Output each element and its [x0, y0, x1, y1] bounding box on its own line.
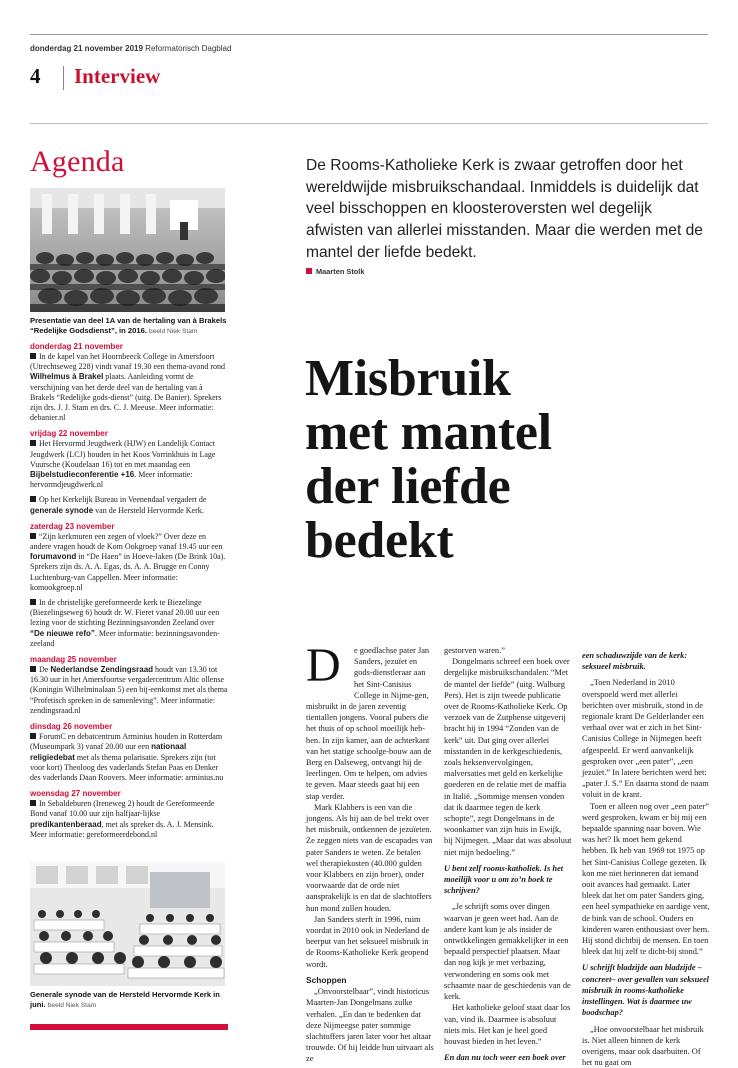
- article-paragraph: Dongelmans schreef een boek over dergelijke misbruikschandalen: “Met de mantel der liefde” (uitg. Walburg Pers). Het is zijn tweede publicatie over de Rooms-Katholieke Kerk. Op verzoek van de Zutphense uitgeverij bracht hij in 1994 “Zonden van de kerk” uit. Dat ging over allerlei misstanden in de kerkgeschiedenis, zoals heksenvervolgingen, malversaties met geld en kerkelijke goederen en de relatie met de maffia in Italië. „Sommige mensen vonden dat ik daarmee tegen de kerk schopte”, zegt Dongelmans in de woonkamer van zijn huis in Ewijk, bij Nijmegen. „Maar dat was absoluut niet mijn bedoeling.”: [444, 657, 572, 857]
- section-title: Interview: [74, 64, 161, 88]
- agenda-item-text: ForumC en debatcentrum Arminius houden in Rotterdam (Museumpark 3) vanaf 20.00 uur een: [30, 732, 223, 752]
- interview-question: een schaduwzijde van de kerk: seksueel misbruik.: [582, 651, 688, 672]
- paper-name: Reformatorisch Dagblad: [145, 44, 232, 53]
- bullet-square-icon: [30, 800, 36, 806]
- agenda-list: [30, 341, 228, 845]
- agenda-item-text: . Meer informatie: bezinningsavonden-zeeland: [30, 628, 220, 648]
- page-number: 4: [30, 64, 41, 88]
- agenda-item-event: predikantenberaad: [30, 819, 102, 829]
- article-paragraph: e goedlachse pater Jan Sanders, jezuïet en gods-dienstleraar aan het Sint-Canisius College in Nijme-gen, misbruikt in de jaren zeventig tientallen jongens. Vooral pubers die het thuis of op school moeilijk heb-ben. In zijn kamer, aan de achterkant van het statige schoolge-bouw aan de Berg en Dalseweg, ontvangt hij de leerlingen. Om te helpen, om advies te geven. Maar steeds gaat hij een stap verder.: [306, 646, 432, 801]
- article-paragraph: Het katholieke geloof staat daar los van, vind ik. Daarmee is absoluut niets mis. Het kan je heel goed houvast bieden in het leven.”: [444, 1003, 571, 1046]
- agenda-item-event: Wilhelmus à Brakel: [30, 372, 104, 382]
- top-rule: [30, 34, 708, 35]
- agenda-day-heading: vrijdag 22 november: [30, 429, 108, 439]
- bullet-square-icon: [30, 666, 36, 672]
- agenda-item-text: in “De Haen” in Hoeve-laken (De Brink 10a). Sprekers zijn ds. A. A. Egas, ds. A. A. Brugge en Conny Luchtenburg-van Cappellen. Meer informatie: komookgroep.nl: [30, 552, 226, 592]
- header-separator: [63, 66, 64, 90]
- synod-meeting-image: [30, 862, 225, 986]
- agenda-item: [30, 352, 228, 423]
- agenda-item: [30, 495, 228, 515]
- article-column-3: [582, 645, 710, 1068]
- agenda-item: [30, 532, 228, 593]
- interview-question: En dan nu toch weer een boek over: [444, 1053, 566, 1063]
- agenda-item: [30, 665, 228, 716]
- agenda-photo-presentation: [30, 188, 225, 312]
- photo1-caption: [30, 316, 230, 337]
- byline: [306, 267, 364, 276]
- photo2-credit: beeld Niek Stam: [47, 1002, 97, 1010]
- agenda-item-text: In de kapel van het Hoornbeeck College in Amersfoort (Utrechtseweg 228) vindt vanaf 19.30 een thema-avond rond: [30, 352, 226, 372]
- agenda-item-text: houdt van 13.30 tot 16.30 uur in het Amersfoortse vergadercentrum Altic ollense (Koningin Wilhelminalaan 5) een bij-eenkomst met als thema “Profetisch spreken in de samenleving”. Meer informatie: zendingsraad.nl: [30, 665, 228, 715]
- bullet-square-icon: [30, 440, 36, 446]
- agenda-item-text: . Meer informatie: hervormdjeugdwerk.nl: [30, 470, 193, 490]
- article-paragraph: Toen er alleen nog over „een pater” werd gesproken, kwam er bij mij een bepaalde spanning naar boven. Wie was het? Ik moet hem gekend hebben. Ik heb van 1969 tot 1975 op het Sint-Canisius College gezeten. Ik kon me niet herinneren dat iemand ooit avances had gemaakt. Later bleek dat het om pater Sanders ging, een heel sympathieke en aardige vent, de bink van de school. Ouders en kinderen waren enthousiast over hem. Hij stond dichtbij de mensen. En toen bleek dat hij zelf te dicht-bij stond.”: [582, 801, 710, 957]
- agenda-day-heading: woensdag 27 november: [30, 789, 121, 799]
- photo2-caption: [30, 990, 230, 1011]
- article-column-2: [444, 645, 572, 1068]
- bullet-square-icon: [30, 599, 36, 605]
- bullet-square-icon: [30, 496, 36, 502]
- agenda-item-event: generale synode: [30, 505, 94, 515]
- drop-cap: D: [306, 639, 341, 692]
- article-paragraph: „Toen Nederland in 2010 overspoeld werd met allerlei berichten over misbruik, stond in de regionale krant De Gelderlander een verhaal over wat er zich in het Sint-Canisius College in Nijmegen heeft afgespeeld. Er werd aanvankelijk gesproken over „een pater”, „een jezuïet.” In latere berichten werd het: „pater J. S.” En daarna stond de naam voluit in de krant.: [582, 678, 709, 800]
- photo2-caption-text: Generale synode van de Hersteld Hervormde Kerk in juni.: [30, 990, 220, 1010]
- agenda-item-event: nationaal religiedebat: [30, 742, 187, 762]
- agenda-photo-synod: [30, 862, 225, 986]
- photo1-credit: beeld Niek Stam: [149, 328, 198, 336]
- byline-author: Maarten Stolk: [316, 267, 365, 276]
- article-subheading: Schoppen: [306, 974, 347, 985]
- agenda-item-event: Nederlandse Zendingsraad: [50, 665, 154, 675]
- header-rule: [30, 123, 708, 124]
- agenda-item: [30, 732, 228, 783]
- article-paragraph: „Hoe onvoorstelbaar het misbruik is. Niet alleen binnen de kerk overigens, maar ook daarbuiten. Of het nu gaat om: [582, 1024, 704, 1068]
- byline-marker: [306, 268, 312, 274]
- agenda-item-text: Het Hervormd Jeugdwerk (HJW) en Landelijk Contact Jeugdwerk (LCJ) houden in het Koos Vorrinkhuis in Lage Vuursche (Koudelaan 16) tot en met maandag een: [30, 439, 216, 469]
- headline-line: met mantel: [305, 404, 552, 461]
- issue-date: donderdag 21 november 2019: [30, 44, 143, 53]
- headline-line: der liefde: [305, 458, 511, 515]
- bullet-square-icon: [30, 733, 36, 739]
- agenda-item: [30, 439, 228, 490]
- article-column-1: [306, 639, 434, 1065]
- article-intro: De Rooms-Katholieke Kerk is zwaar getroffen door het wereldwijde misbruikschandaal. Inmiddels is duidelijk dat veel bisschoppen en kloosteroversten wel degelijk afwisten van allerlei misstanden. Maar die werden met de mantel der liefde bedekt.: [306, 157, 703, 261]
- article-headline: [305, 352, 715, 568]
- interview-question: U schrijft bladzijde aan bladzijde –concreet– over gevallen van seksueel misbruik in rooms-katholieke instellingen. Wat is daarmee uw boodschap?: [582, 963, 709, 1018]
- dateline: [30, 44, 231, 53]
- agenda-item-text: met als thema polarisatie. Sprekers zijn (tot voor kort) Theoloog des vaderlands Stefan Paas en Denker des vaderlands Daan Roovers. Meer informatie: arminius.nu: [30, 752, 224, 782]
- agenda-item: [30, 598, 228, 649]
- article-paragraph: gestorven waren.”: [444, 646, 505, 655]
- interview-question: U bent zelf rooms-katholiek. Is het moeilijk voor u om zo’n boek te schrijven?: [444, 863, 564, 896]
- agenda-item-text: In Sebaldeburen (Ireneweg 2) houdt de Gereformeerde Bond vanaf 10.00 uur zijn halfjaar-lijkse: [30, 799, 215, 819]
- agenda-item-text: , met als spreker ds. A. J. Mensink. Meer informatie: gereformeerdebond.nl: [30, 819, 214, 839]
- agenda-bottom-bar: [30, 1024, 228, 1030]
- article-paragraph: „Je schrijft soms over dingen waarvan je geen weet had. Aan de andere kant kun je als insider de ontwikkelingen gemakkelijker in een bepaald perspectief plaatsen. Maar dan nog kijk je met verbazing, verwondering en soms ook met schaamte naar de geschiedenis van de kerk.: [444, 902, 571, 1002]
- article-paragraph: Mark Klabbers is een van die jongens. Als hij aan de bel trekt over het misbruik, ontkennen de jezuïeten. Ze zeggen niets van de escapades van pater Sanders te weten. Ze betalen wel therapiekosten (40.000 gulden voor Klabbers en zijn broer), onder voorwaarde dat de orde niet aansprakelijk is en dat de slachtoffers hun mond zullen houden.: [306, 802, 433, 913]
- hall-audience-image: [30, 188, 225, 312]
- headline-line: Misbruik: [305, 350, 511, 407]
- agenda-item-text: Op het Kerkelijk Bureau in Veenendaal vergadert de: [39, 495, 207, 505]
- agenda-item-event: “De nieuwe refo”: [30, 628, 95, 638]
- agenda-day-heading: donderdag 21 november: [30, 342, 123, 351]
- article-paragraph: Jan Sanders sterft in 1996, ruim voordat in 2010 ook in Nederland de beerput van het seksueel misbruik in de Rooms-Katholieke Kerk geopend wordt.: [306, 914, 430, 969]
- agenda-item-event: Bijbelstudieconferentie +16: [30, 470, 135, 480]
- agenda-title: Agenda: [30, 145, 125, 178]
- agenda-day-heading: zaterdag 23 november: [30, 521, 115, 531]
- article-paragraph: „Onvoorstelbaar”, vindt historicus Maarten-Jan Dongelmans zulke verhalen. „En dan te bedenken dat deze Nijmeegse pater sommige slachtoffers jaren later voor het altaar trouwde. Of hij leidde hun uitvaart als ze: [306, 987, 434, 1064]
- agenda-item-text: “Zijn kerkmuren een zegen of vloek?” Over deze en andere vragen houdt de Kom Ookgroep vanaf 19.45 uur een: [30, 531, 223, 552]
- bullet-square-icon: [30, 353, 36, 359]
- agenda-item-event: forumavond: [30, 552, 77, 562]
- headline-line: bedekt: [305, 512, 454, 569]
- bullet-square-icon: [30, 533, 36, 539]
- agenda-item-text: van de Hersteld Hervormde Kerk.: [93, 505, 204, 515]
- agenda-item-text: plaats. Aanleiding vormt de verschijning van het derde deel van de hertaling van à Brakels “Redelijke gods-dienst” (uitg. De Banier). Sprekers zijn drs. J. J. Stam en drs. C. J. Meeuse. Meer informatie: debanier.nl: [30, 372, 222, 423]
- agenda-day-heading: dinsdag 26 november: [30, 722, 113, 732]
- photo1-caption-text: Presentatie van deel 1A van de hertaling van à Brakels “Redelijke Godsdienst”, in 2016.: [30, 316, 227, 336]
- agenda-item-text: De: [39, 665, 51, 675]
- agenda-item: [30, 799, 228, 840]
- agenda-day-heading: maandag 25 november: [30, 655, 117, 665]
- agenda-item-text: In de christelijke gereformeerde kerk te Biezelinge (Biezelingseweg 6) houdt dr. W. Fieret vanaf 20.00 uur een lezing voor de stichting Bezinningsavonden Zeeland over: [30, 598, 220, 628]
